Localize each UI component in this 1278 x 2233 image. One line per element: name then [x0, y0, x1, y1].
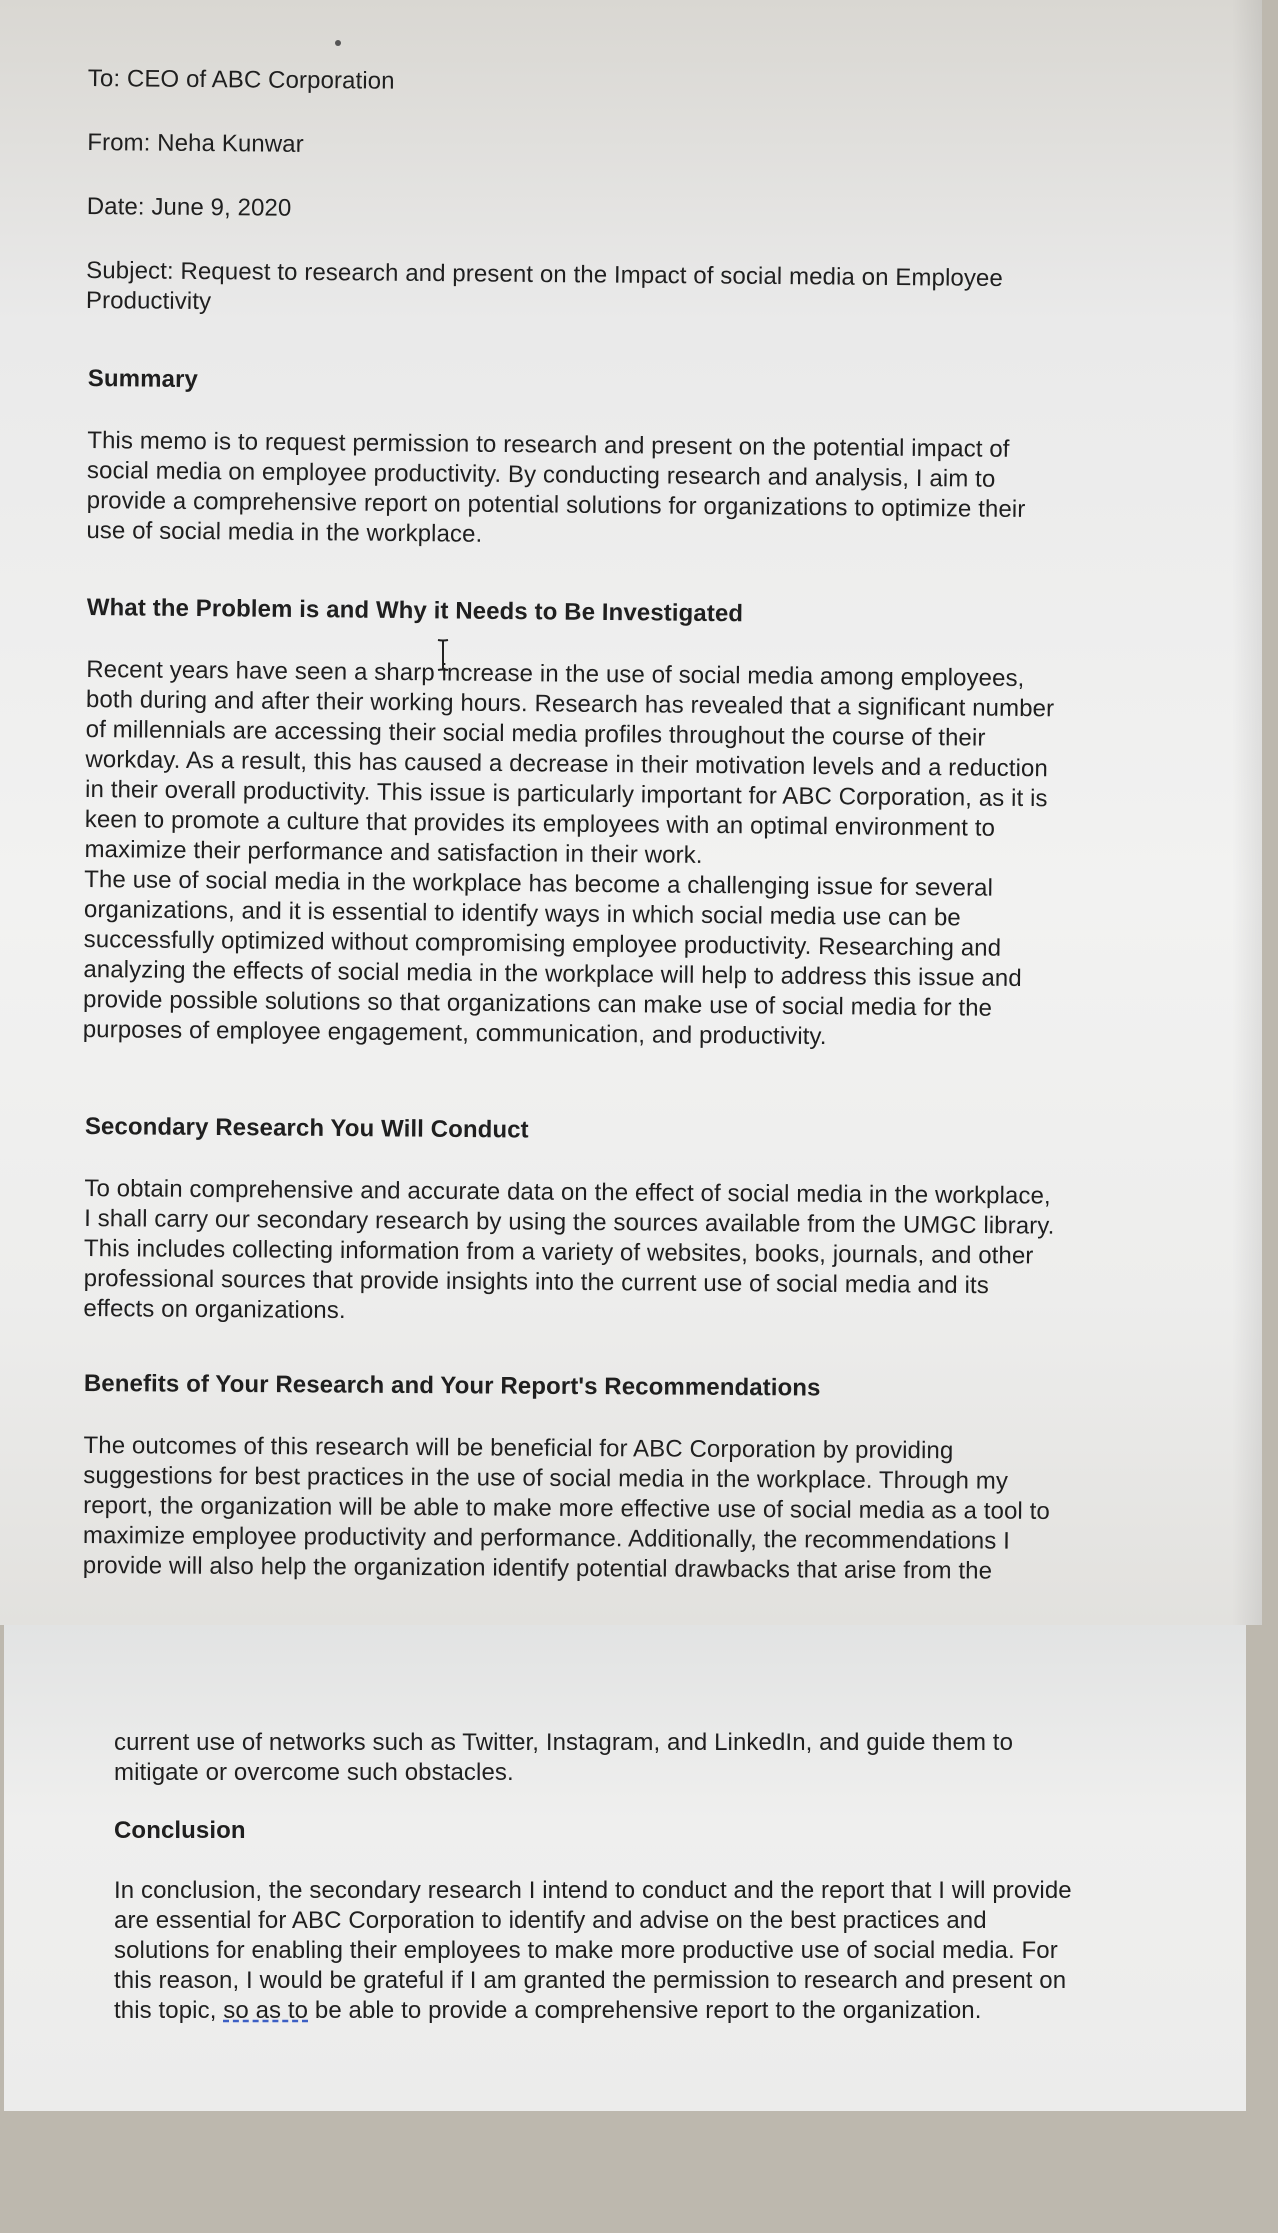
memo-subject-line-2: Productivity [85, 286, 212, 316]
problem-line: Recent years have seen a sharp increase in the use of social media among employees, [86, 655, 1025, 693]
conclusion-line: In conclusion, the secondary research I intend to conduct and the report that I will provide [114, 1877, 1072, 1904]
problem-line: successfully optimized without compromising employee productivity. Researching and [83, 925, 1002, 962]
research-line: professional sources that provide insights into the current use of social media and its [83, 1264, 989, 1300]
summary-line: use of social media in the workplace. [86, 516, 483, 548]
problem-line: The use of social media in the workplace has become a challenging issue for several [84, 865, 994, 902]
research-section [83, 1112, 1055, 1332]
benefits-heading: Benefits of Your Research and Your Report's Recommendations [83, 1370, 821, 1402]
problem-line: workday. As a result, this has caused a decrease in their motivation levels and a reduction [85, 745, 1049, 783]
problem-line: of millennials are accessing their social media profiles throughout the course of their [85, 715, 986, 752]
problem-line: in their overall productivity. This issue is particularly important for ABC Corporation, as it is [84, 775, 1048, 813]
research-line: This includes collecting information from a variety of websites, books, journals, and other [83, 1234, 1034, 1270]
conclusion-heading: Conclusion [114, 1817, 246, 1844]
benefits-line: report, the organization will be able to make more effective use of social media as a tool to [83, 1491, 1050, 1525]
memo-from: From: Neha Kunwar [87, 128, 304, 158]
conclusion-section [114, 1816, 1072, 2026]
benefits-line: suggestions for best practices in the use of social media in the workplace. Through my [83, 1461, 1009, 1495]
problem-line: purposes of employee engagement, communication, and productivity. [82, 1015, 827, 1051]
summary-section [86, 364, 1026, 555]
conclusion-line: solutions for enabling their employees to make more productive use of social media. For [114, 1937, 1058, 1964]
benefits-section [83, 1369, 1051, 1587]
problem-line: both during and after their working hours. Research has revealed that a significant number [85, 685, 1055, 723]
benefits-line: maximize employee productivity and performance. Additionally, the recommendations I [82, 1521, 1011, 1555]
document-page-2 [4, 1625, 1246, 2111]
problem-line: keen to promote a culture that provides its employees with an optimal environment to [84, 805, 996, 842]
conclusion-line: are essential for ABC Corporation to identify and advise on the best practices and [114, 1907, 987, 1934]
summary-heading: Summary [87, 364, 199, 394]
spellcheck-flagged-phrase[interactable]: so as to [223, 1997, 309, 2024]
memo-date: Date: June 9, 2020 [86, 192, 292, 222]
problem-section [83, 593, 1056, 1054]
conclusion-last-line-end: be able to provide a comprehensive report to the organization. [308, 1997, 982, 2024]
memo-subject-line-1: Subject: Request to research and present on the Impact of social media on Employee [86, 256, 1003, 292]
research-line: I shall carry our secondary research by using the sources available from the UMGC library. [84, 1204, 1055, 1240]
continuation-line: current use of networks such as Twitter, Instagram, and LinkedIn, and guide them to [114, 1729, 1014, 1756]
memo-header [86, 64, 1005, 324]
summary-line: social media on employee productivity. By conducting research and analysis, I aim to [86, 456, 996, 493]
benefits-line: The outcomes of this research will be beneficial for ABC Corporation by providing [83, 1431, 954, 1465]
problem-line: organizations, and it is essential to identify ways in which social media use can be [83, 895, 961, 932]
memo-to: To: CEO of ABC Corporation [87, 64, 395, 95]
benefits-line: provide will also help the organization identify potential drawbacks that arise from the [82, 1551, 993, 1585]
research-line: effects on organizations. [83, 1294, 346, 1325]
page-edge-shadow [1232, 0, 1262, 1625]
problem-heading: What the Problem is and Why it Needs to Be Investigated [86, 593, 744, 628]
research-heading: Secondary Research You Will Conduct [84, 1113, 529, 1144]
text-cursor-icon [436, 638, 450, 672]
problem-line: provide possible solutions so that organizations can make use of social media for the [82, 985, 993, 1022]
conclusion-last-line [114, 1996, 1072, 2026]
dust-speck [335, 40, 341, 46]
continuation-section [114, 1728, 1013, 1788]
continuation-line: mitigate or overcome such obstacles. [114, 1759, 514, 1786]
research-line: To obtain comprehensive and accurate data on the effect of social media in the workplace, [84, 1174, 1051, 1210]
summary-line: This memo is to request permission to research and present on the potential impact of [87, 426, 1010, 463]
conclusion-last-line-start: this topic, [114, 1997, 224, 2024]
conclusion-line: this reason, I would be grateful if I am granted the permission to research and present on [114, 1967, 1067, 1994]
problem-line: analyzing the effects of social media in the workplace will help to address this issue and [83, 955, 1022, 992]
problem-line: maximize their performance and satisfaction in their work. [84, 835, 703, 869]
summary-line: provide a comprehensive report on potential solutions for organizations to optimize their [86, 486, 1026, 524]
